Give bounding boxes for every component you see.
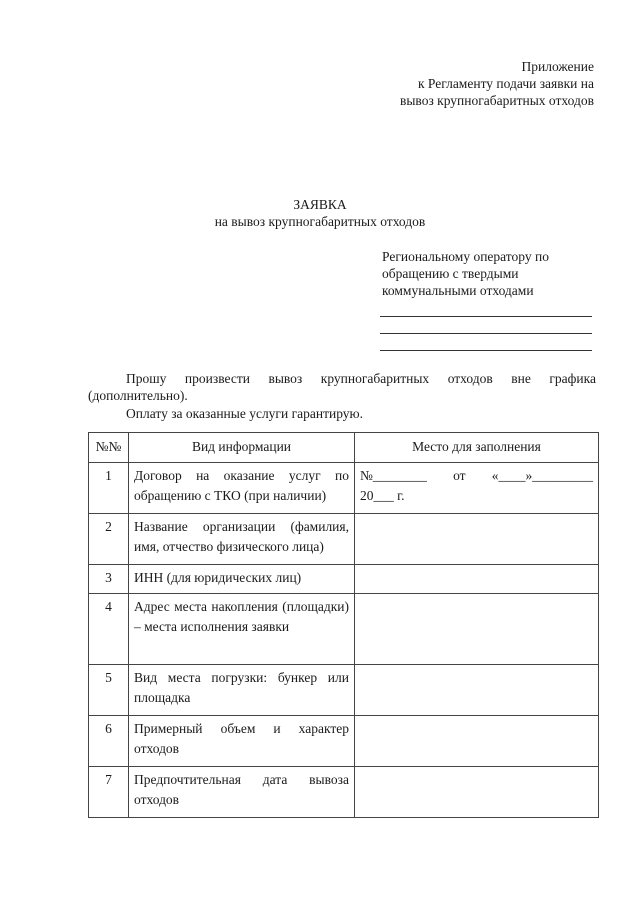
- recipient-blank-line-3: [380, 350, 592, 351]
- request-form-table: [88, 432, 599, 818]
- appendix-header: [400, 58, 594, 109]
- title-main: ЗАЯВКА: [293, 197, 347, 212]
- contract-number-blank: №________: [360, 468, 427, 483]
- title-sub: на вывоз крупногабаритных отходов: [214, 214, 426, 229]
- table-row: [89, 716, 599, 767]
- recipient-line-3: коммунальными отходами: [382, 283, 534, 298]
- recipient-block: [382, 248, 602, 299]
- recipient-blank-line-1: [380, 316, 592, 317]
- contract-date-blank: «____»_________: [491, 468, 593, 483]
- table-row: [89, 767, 599, 818]
- row-number: 2: [89, 514, 129, 565]
- document-title: [0, 196, 640, 230]
- table-row: [89, 594, 599, 665]
- row-number: 5: [89, 665, 129, 716]
- guarantee-paragraph: Оплату за оказанные услуги гарантирую.: [126, 406, 363, 421]
- row-info: Название организации (фамилия, имя, отчество физического лица): [129, 514, 355, 565]
- table-header-row: [89, 433, 599, 463]
- row-info: Договор на оказание услуг по обращению с ТКО (при наличии): [129, 463, 355, 514]
- row-number: 4: [89, 594, 129, 665]
- contract-year-blank: 20___ г.: [360, 488, 405, 503]
- recipient-line-1: Региональному оператору по: [382, 249, 549, 264]
- table-row: [89, 565, 599, 594]
- appendix-line-1: Приложение: [521, 59, 594, 74]
- fill-cell[interactable]: [355, 767, 599, 818]
- fill-cell[interactable]: [355, 716, 599, 767]
- header-info-type: Вид информации: [129, 433, 355, 463]
- row-info: Примерный объем и характер отходов: [129, 716, 355, 767]
- appendix-line-2: к Регламенту подачи заявки на: [417, 76, 594, 91]
- fill-cell[interactable]: [355, 514, 599, 565]
- contract-fill-line: [360, 466, 593, 486]
- request-text-block: [88, 370, 596, 422]
- row-info: Предпочтительная дата вывоза отходов: [129, 767, 355, 818]
- row-info: Вид места погрузки: бункер или площадка: [129, 665, 355, 716]
- recipient-blank-line-2: [380, 333, 592, 334]
- fill-cell[interactable]: [355, 665, 599, 716]
- request-paragraph: Прошу произвести вывоз крупногабаритных отходов вне графика (дополнительно).: [88, 371, 596, 403]
- appendix-line-3: вывоз крупногабаритных отходов: [399, 93, 594, 108]
- row-number: 6: [89, 716, 129, 767]
- header-fill-place: Место для заполнения: [355, 433, 599, 463]
- row-number: 1: [89, 463, 129, 514]
- fill-cell[interactable]: [355, 565, 599, 594]
- table-row: [89, 514, 599, 565]
- fill-cell[interactable]: [355, 594, 599, 665]
- row-info: ИНН (для юридических лиц): [129, 565, 355, 594]
- contract-fill-cell[interactable]: [355, 463, 599, 514]
- row-number: 3: [89, 565, 129, 594]
- row-number: 7: [89, 767, 129, 818]
- recipient-line-2: обращению с твердыми: [382, 266, 519, 281]
- contract-from-label: от: [453, 468, 466, 483]
- header-number: №№: [89, 433, 129, 463]
- table-row: [89, 665, 599, 716]
- row-info: Адрес места накопления (площадки) – места исполнения заявки: [129, 594, 355, 665]
- table-row: [89, 463, 599, 514]
